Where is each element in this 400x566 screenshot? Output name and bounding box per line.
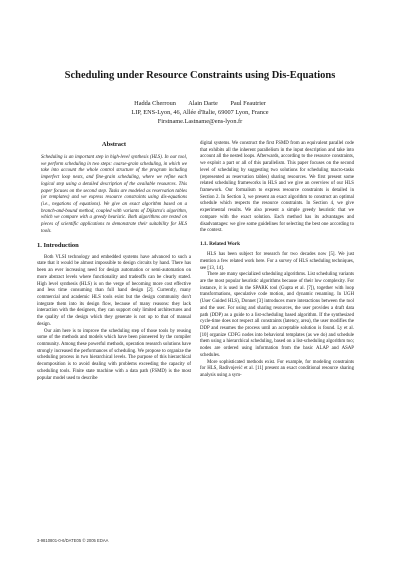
abstract-text: Scheduling is an important step in high-level synthesis (HLS). In our tool, we perform scheduling in two steps: coarse-grain scheduling, in which we take into account the whole control structure of the program including imperfect loop nests, and fine-grain scheduling, where we refine each logical step using a detailed description of the available resources. This paper focuses on the second step. Tasks are modeled as reservation tables (or templates) and we express resource constraints using dis-equations (i.e., negations of equations). We give an exact algorithm based on a branch-and-bound method, coupled with variants of Dijkstra's algorithm, which we compare with a greedy heuristic. Both algorithms are tested on pieces of scientific applications to demonstrate their suitability for HLS tools.	[41, 155, 187, 234]
related-paragraph-2: There are many specialized scheduling algorithms. List scheduling variants are the most popular heuristic algorithms because of their low complexity. For instance, it is used in the SPARK tool (Gupta et al. [7]), together with loop transformations, speculative code motion, and dynamic renaming. In UGH (User Guided HLS), Donnet [3] introduces more interactions between the tool and the user. For using and sharing resources, the user provides a draft data path (DDP) as a guide to a list-scheduling based algorithm. If the synthesized cycle-time does not respect all constraints (latency, area), the user modifies the DDP and resumes the process until an acceptable solution is found. Ly et al. [10] organize CDFG nodes into behavioral templates (as we do) and schedule them using a hierarchical scheduling, based on a list-scheduling algorithm too; nodes are ordered using information from the basic ALAP and ASAP schedules.	[200, 272, 354, 358]
author-affiliation: LIP, ENS-Lyon, 46, Allée d'Italie, 69007 Lyon, France	[131, 109, 269, 116]
author-block	[30, 99, 370, 126]
related-paragraph-3: More sophisticated methods exist. For example, for modeling constraints for HLS, Radivojević et al. [11] present an exact conditional resource sharing analysis using a sym-	[200, 359, 354, 378]
abstract-heading: Abstract	[101, 141, 127, 148]
section-heading-introduction: 1. Introduction	[37, 241, 79, 249]
paper-title: Scheduling under Resource Constraints using Dis-Equations	[64, 70, 336, 81]
right-paragraph-1: digital systems. We construct the first FSMD from an equivalent parallel code that exhibits all the inherent parallelism in the input description and take into account all the nested loops. Afterwards, according to the resource constraints, we exploit a part or all of this parallelism. This paper focuses on the second level of scheduling by suggesting two solutions for scheduling macro-tasks (represented as reservation tables) sharing resources. We first present some related scheduling frameworks in HLS and we give an overview of our HLS framework. Our formalism to express resource constraints is detailed in Section 2. In Section 3, we present an exact algorithm to construct an optimal schedule which respects the resource constraints. In Section 4, we give experimental results. We also present a simple greedy heuristic that we compare with the exact solution. Each method has its advantages and disadvantages: we give some guidelines for selecting the best one according to the context.	[200, 141, 354, 234]
left-column	[37, 141, 191, 382]
intro-paragraph-2: Our aim here is to improve the scheduling step of those tools by reusing some of the methods and models which have been pioneered by the compiler community. Among these powerful methods, operation research solutions have strongly increased the performances of scheduling. We propose to organize the scheduling process in two hierarchical levels. The purpose of this hierarchical decomposition is to avoid dealing with problems exceeding the capacity of scheduling tools. Finite state machine with a data path (FSMD) is the most popular model used to describe	[37, 328, 191, 381]
author-email: Firstname.Lastname@ens-lyon.fr	[157, 118, 243, 125]
author-names: Hadda Cherroun Alain Darte Paul Feautrier	[134, 100, 266, 107]
copyright-footer: 3-9810801-0-6/DATE05 © 2005 EDAA	[37, 538, 109, 543]
right-column	[200, 141, 354, 380]
subsection-heading-related-work: 1.1. Related Work	[200, 241, 240, 248]
related-paragraph-1: HLS has been subject for research for two decades now [5]. We just mention a few related work here. For a survey of HLS scheduling techniques, see [13, 14].	[200, 252, 354, 271]
intro-paragraph-1: Both VLSI technology and embedded systems have advanced to such a state that it would be almost impossible to design circuits by hand. There has been an ever increasing need for design automation or semi-automation on more abstract levels where functionality and tradeoffs can be clearly stated. High level synthesis (HLS) is on the verge of becoming more cost effective and less time consuming than full hand design [2]. Currently, many commercial and academic HLS tools exist but the design community don't integrate them into its design flow, because of many reasons: they lack interaction with the designers, they can support only limited architectures and the quality of the design which they generate is not up to that of manual design.	[37, 254, 191, 327]
